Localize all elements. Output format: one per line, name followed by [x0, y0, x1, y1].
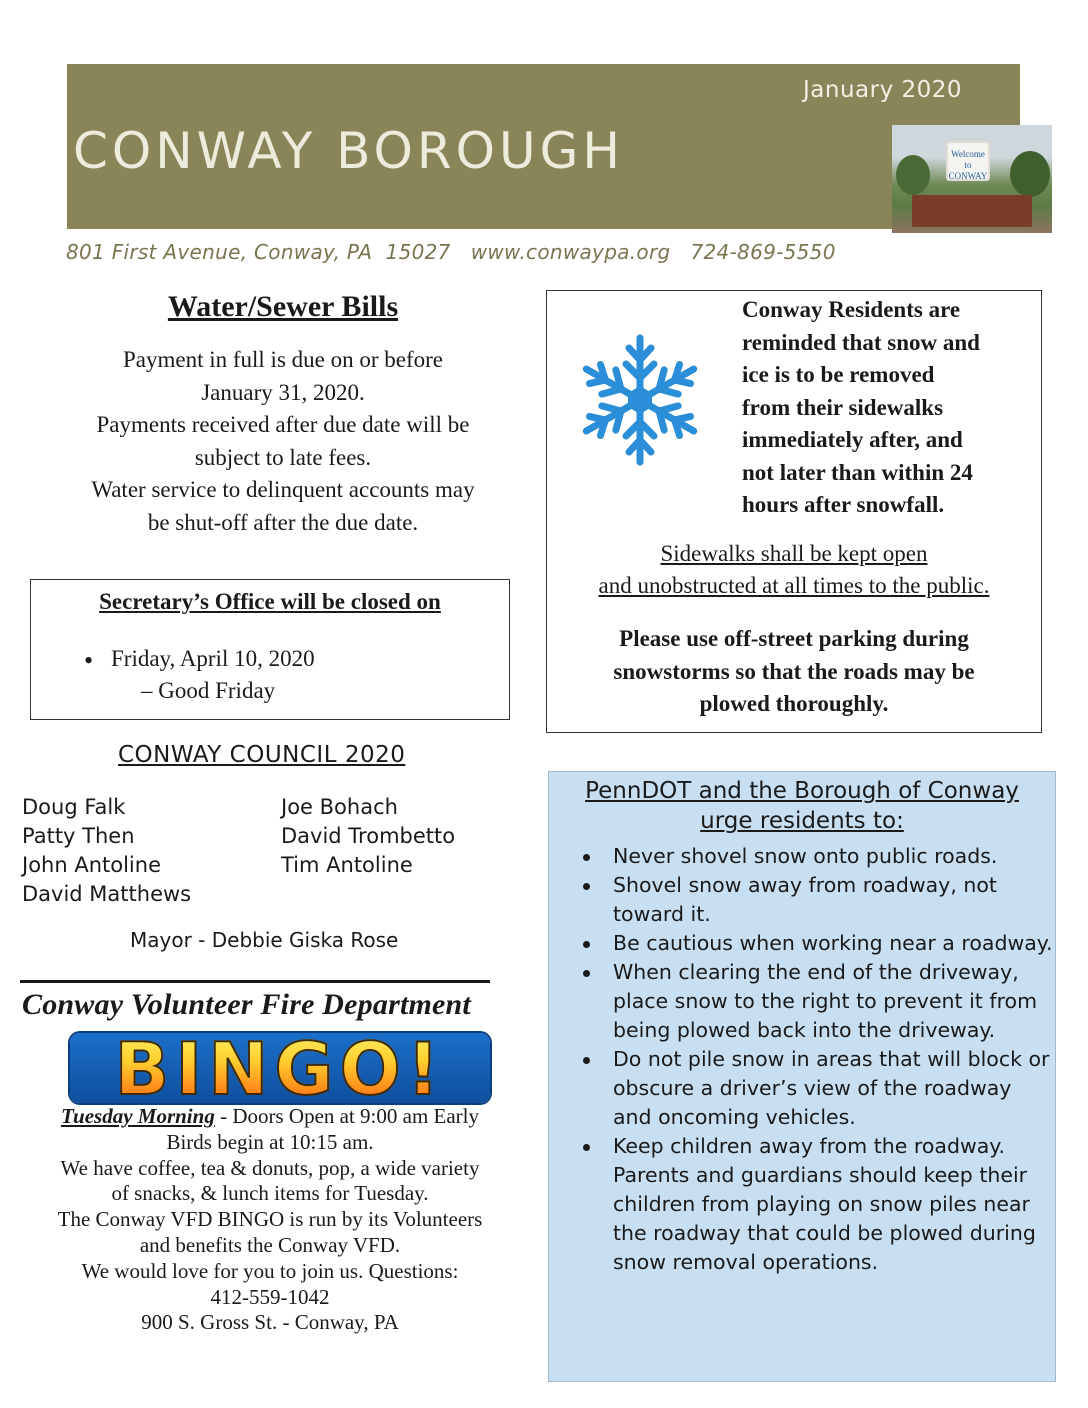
- tree-shape: [896, 155, 930, 195]
- vfd-title: Conway Volunteer Fire Department: [22, 988, 471, 1021]
- list-item: [583, 958, 1053, 1045]
- issue-date: January 2020: [803, 77, 963, 103]
- water-sewer-title: Water/Sewer Bills: [167, 290, 399, 323]
- page-title: CONWAY BOROUGH: [73, 122, 624, 180]
- list-item-text: Keep children away from the roadway. Parents and guardians should keep their children from playing on snow piles near the roadway that could be plowed during snow removal operations.: [613, 1134, 1036, 1274]
- parking-line: snowstorms so that the roads may be: [613, 658, 975, 684]
- list-item-text: When clearing the end of the driveway, place snow to the right to prevent it from being plowed back into the driveway.: [613, 960, 1038, 1042]
- penndot-title: [548, 776, 1056, 836]
- vfd-line: [12, 1104, 528, 1130]
- snow-line: not later than within 24: [742, 459, 973, 485]
- closure-item: [111, 643, 315, 707]
- penndot-list: [583, 842, 1053, 1277]
- vfd-line: Birds begin at 10:15 am.: [166, 1129, 374, 1154]
- vfd-line: We would love for you to join us. Questions:: [81, 1258, 459, 1283]
- council-member: John Antoline: [22, 853, 161, 877]
- water-sewer-line: Water service to delinquent accounts may: [91, 477, 475, 502]
- website-link[interactable]: www.conwaypa.org: [470, 240, 671, 264]
- list-item: [583, 871, 1053, 929]
- snow-line: Conway Residents are: [742, 297, 961, 322]
- welcome-sign-photo: [892, 125, 1052, 233]
- closure-date: Friday, April 10, 2020: [111, 646, 315, 671]
- closure-holiday: – Good Friday: [141, 678, 276, 703]
- address: 801 First Avenue, Conway, PA 15027: [66, 240, 451, 264]
- snow-line: immediately after, and: [742, 427, 963, 452]
- council-title: CONWAY COUNCIL 2020: [118, 742, 406, 768]
- bullet-icon: •: [84, 646, 94, 675]
- bullet-icon: [583, 970, 590, 977]
- list-item: [583, 1045, 1053, 1132]
- snow-line: reminded that snow and: [742, 329, 980, 355]
- tree-shape: [1010, 151, 1050, 197]
- bingo-logo: [70, 1027, 490, 1111]
- parking-notice: [546, 623, 1042, 721]
- council-list-left: [22, 793, 191, 909]
- water-sewer-line: Payment in full is due on or before: [122, 347, 443, 372]
- vfd-phone: 412-559-1042: [210, 1284, 330, 1309]
- water-sewer-line: Payments received after due date will be: [96, 412, 470, 437]
- divider: [20, 980, 490, 983]
- snow-line: from their sidewalks: [742, 394, 944, 420]
- secretary-title: Secretary’s Office will be closed on: [99, 589, 441, 614]
- list-item: [583, 842, 1053, 871]
- council-member: Tim Antoline: [281, 853, 413, 877]
- list-item-text: Do not pile snow in areas that will block or obscure a driver’s view of the roadway and oncoming vehicles.: [613, 1047, 1050, 1129]
- vfd-body: [12, 1104, 528, 1336]
- list-item-text: Never shovel snow onto public roads.: [613, 844, 998, 868]
- sidewalk-line: Sidewalks shall be kept open: [660, 541, 928, 566]
- snow-line: ice is to be removed: [742, 362, 935, 387]
- bingo-logo-text: BINGO!: [70, 1027, 490, 1111]
- council-member: Doug Falk: [22, 795, 126, 819]
- council-member: Patty Then: [22, 824, 135, 848]
- penndot-title-line: PennDOT and the Borough of Conway: [585, 778, 1019, 804]
- phone-number: 724-869-5550: [690, 240, 836, 264]
- water-sewer-body: [30, 344, 536, 539]
- council-list-right: [281, 793, 455, 880]
- vfd-address: 900 S. Gross St. - Conway, PA: [141, 1310, 399, 1335]
- contact-line: [66, 240, 836, 264]
- vfd-lead: Tuesday Morning: [60, 1104, 215, 1128]
- vfd-line: We have coffee, tea & donuts, pop, a wide variety: [60, 1155, 480, 1180]
- bullet-icon: [583, 883, 590, 890]
- snow-reminder: [742, 294, 1042, 522]
- sidewalk-notice: [546, 538, 1042, 602]
- bullet-icon: [583, 941, 590, 948]
- water-sewer-line: be shut-off after the due date.: [147, 509, 419, 535]
- list-item-text: Shovel snow away from roadway, not toward it.: [613, 873, 997, 926]
- snowflake-icon: [580, 330, 700, 470]
- list-item: [583, 929, 1053, 958]
- bullet-icon: [583, 1144, 590, 1151]
- flower-bed: [912, 195, 1032, 227]
- mayor-line: Mayor - Debbie Giska Rose: [130, 928, 399, 952]
- list-item-text: Be cautious when working near a roadway.: [613, 931, 1053, 955]
- bullet-icon: [583, 854, 590, 861]
- welcome-sign: Welcome to CONWAY: [946, 141, 990, 181]
- vfd-line: and benefits the Conway VFD.: [139, 1232, 401, 1257]
- water-sewer-line: subject to late fees.: [194, 444, 372, 470]
- bullet-icon: [583, 1057, 590, 1064]
- sidewalk-line: and unobstructed at all times to the public.: [598, 573, 990, 598]
- snow-line: hours after snowfall.: [742, 492, 945, 517]
- penndot-title-line: urge residents to:: [700, 808, 904, 834]
- council-member: David Matthews: [22, 882, 192, 906]
- vfd-line-rest: - Doors Open at 9:00 am Early: [214, 1104, 480, 1128]
- council-member: Joe Bohach: [281, 795, 398, 819]
- water-sewer-line: January 31, 2020.: [201, 379, 365, 405]
- list-item: [583, 1132, 1053, 1277]
- council-member: David Trombetto: [281, 824, 456, 848]
- parking-line: Please use off-street parking during: [619, 626, 969, 651]
- vfd-line: The Conway VFD BINGO is run by its Volunteers: [57, 1207, 483, 1232]
- parking-line: plowed thoroughly.: [699, 691, 889, 716]
- vfd-line: of snacks, & lunch items for Tuesday.: [111, 1181, 429, 1206]
